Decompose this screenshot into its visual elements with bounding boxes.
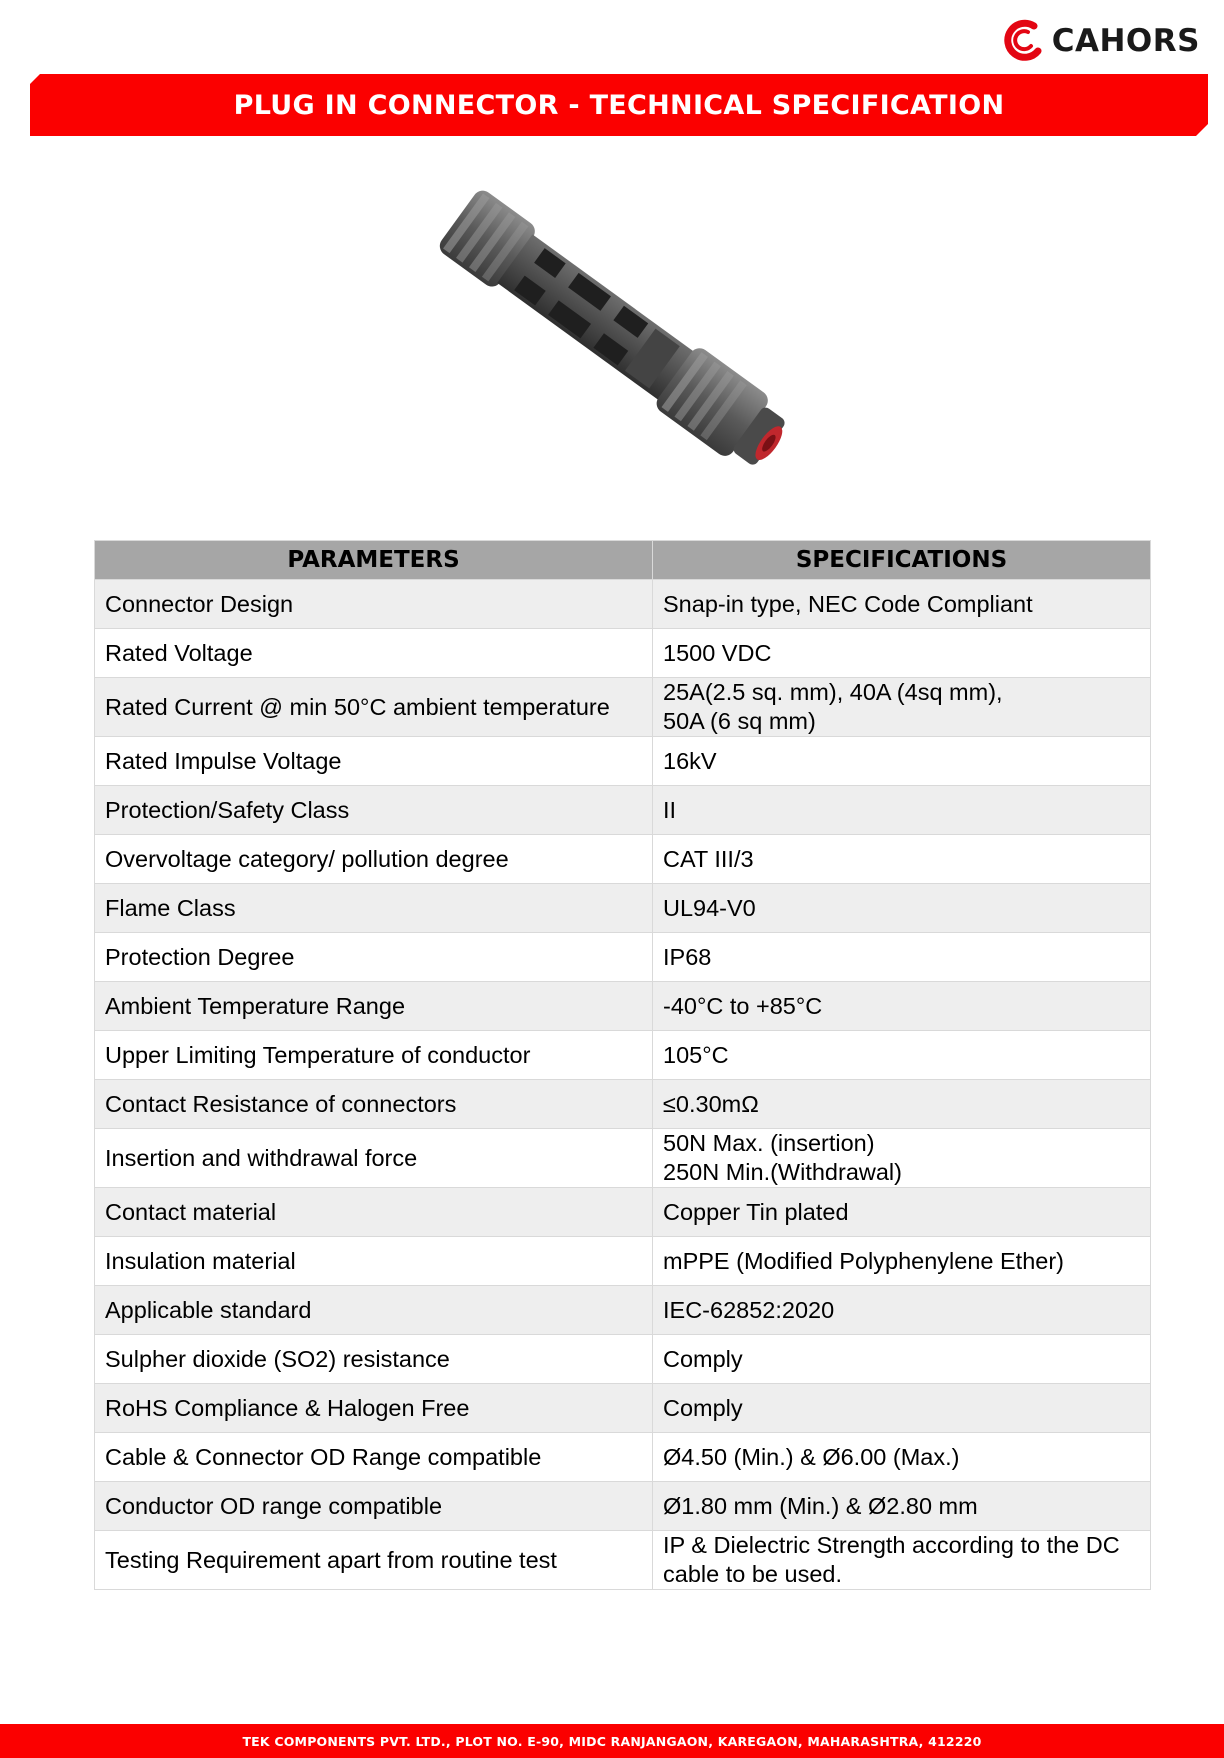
footer-address: TEK COMPONENTS PVT. LTD., PLOT NO. E-90, MIDC RANJANGAON, KAREGAON, MAHARASHTRA, 412220: [0, 1724, 1224, 1758]
table-row: [95, 884, 1151, 933]
value-cell: mPPE (Modified Polyphenylene Ether): [653, 1237, 1151, 1286]
page-title: PLUG IN CONNECTOR - TECHNICAL SPECIFICATION: [233, 89, 1005, 121]
param-cell: Protection/Safety Class: [95, 786, 653, 835]
table-row: [95, 580, 1151, 629]
value-cell: 105°C: [653, 1031, 1151, 1080]
param-cell: Contact material: [95, 1188, 653, 1237]
param-cell: RoHS Compliance & Halogen Free: [95, 1384, 653, 1433]
header-specifications: SPECIFICATIONS: [653, 541, 1151, 580]
table-row: [95, 678, 1151, 737]
table-row: [95, 1384, 1151, 1433]
table-row: [95, 786, 1151, 835]
value-cell: Ø4.50 (Min.) & Ø6.00 (Max.): [653, 1433, 1151, 1482]
value-cell: II: [653, 786, 1151, 835]
table-row: [95, 1080, 1151, 1129]
table-row: [95, 629, 1151, 678]
param-cell: Testing Requirement apart from routine test: [95, 1531, 653, 1590]
param-cell: Rated Impulse Voltage: [95, 737, 653, 786]
value-cell: ≤0.30mΩ: [653, 1080, 1151, 1129]
table-row: [95, 1237, 1151, 1286]
value-cell: IP68: [653, 933, 1151, 982]
table-row: [95, 1335, 1151, 1384]
table-row: [95, 1129, 1151, 1188]
param-cell: Applicable standard: [95, 1286, 653, 1335]
param-cell: Sulpher dioxide (SO2) resistance: [95, 1335, 653, 1384]
table-row: [95, 1433, 1151, 1482]
specification-table: [94, 540, 1151, 1590]
brand-logo: [1000, 16, 1200, 66]
cahors-logo-icon: [1000, 18, 1046, 64]
value-cell: UL94-V0: [653, 884, 1151, 933]
table-row: [95, 982, 1151, 1031]
param-cell: Conductor OD range compatible: [95, 1482, 653, 1531]
table-row: [95, 1531, 1151, 1590]
brand-name: CAHORS: [1051, 23, 1200, 59]
table-header-row: [95, 541, 1151, 580]
value-cell: 25A(2.5 sq. mm), 40A (4sq mm), 50A (6 sq mm): [653, 678, 1151, 737]
param-cell: Contact Resistance of connectors: [95, 1080, 653, 1129]
value-cell: 16kV: [653, 737, 1151, 786]
param-cell: Connector Design: [95, 580, 653, 629]
table-row: [95, 1031, 1151, 1080]
param-cell: Rated Current @ min 50°C ambient temperature: [95, 678, 653, 737]
param-cell: Flame Class: [95, 884, 653, 933]
param-cell: Overvoltage category/ pollution degree: [95, 835, 653, 884]
table-row: [95, 933, 1151, 982]
param-cell: Upper Limiting Temperature of conductor: [95, 1031, 653, 1080]
header-parameters: PARAMETERS: [95, 541, 653, 580]
value-cell: Ø1.80 mm (Min.) & Ø2.80 mm: [653, 1482, 1151, 1531]
table-row: [95, 1482, 1151, 1531]
table-row: [95, 737, 1151, 786]
param-cell: Protection Degree: [95, 933, 653, 982]
value-cell: Snap-in type, NEC Code Compliant: [653, 580, 1151, 629]
param-cell: Rated Voltage: [95, 629, 653, 678]
value-cell: CAT III/3: [653, 835, 1151, 884]
value-cell: IEC-62852:2020: [653, 1286, 1151, 1335]
solar-connector-image: [410, 180, 830, 490]
param-cell: Insulation material: [95, 1237, 653, 1286]
value-cell: Comply: [653, 1335, 1151, 1384]
table-row: [95, 1286, 1151, 1335]
title-banner: [30, 74, 1208, 136]
table-row: [95, 1188, 1151, 1237]
value-cell: Copper Tin plated: [653, 1188, 1151, 1237]
value-cell: -40°C to +85°C: [653, 982, 1151, 1031]
value-cell: Comply: [653, 1384, 1151, 1433]
table-row: [95, 835, 1151, 884]
value-cell: 50N Max. (insertion) 250N Min.(Withdrawal): [653, 1129, 1151, 1188]
param-cell: Cable & Connector OD Range compatible: [95, 1433, 653, 1482]
param-cell: Insertion and withdrawal force: [95, 1129, 653, 1188]
param-cell: Ambient Temperature Range: [95, 982, 653, 1031]
value-cell: IP & Dielectric Strength according to the DC cable to be used.: [653, 1531, 1151, 1590]
value-cell: 1500 VDC: [653, 629, 1151, 678]
